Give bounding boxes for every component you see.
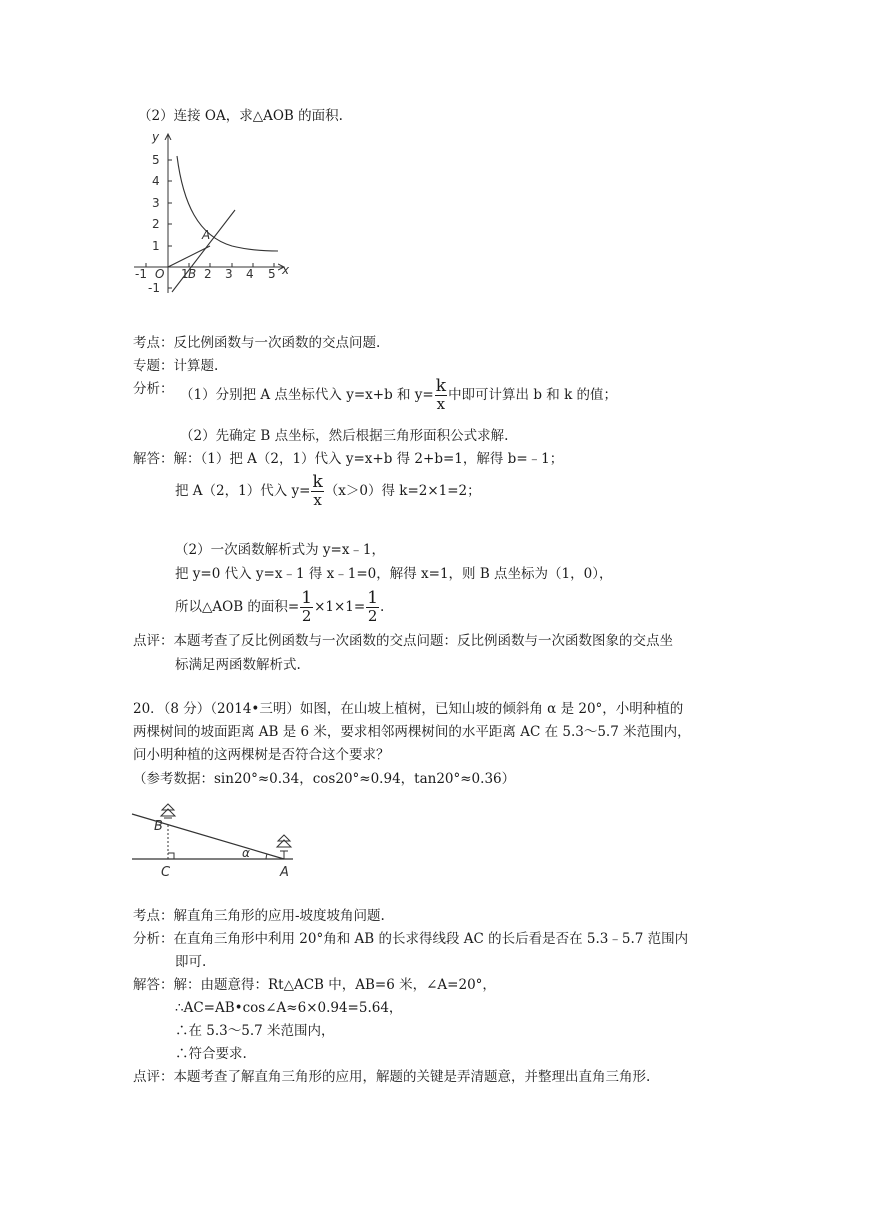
point-b-label: B bbox=[188, 267, 197, 281]
x-tick-label: 4 bbox=[246, 267, 254, 281]
point-a-label: A bbox=[202, 228, 211, 242]
x-axis-label: x bbox=[282, 263, 290, 277]
jieda3-20: ∴在 5.3～5.7 米范围内， bbox=[175, 1023, 335, 1039]
y-tick-label: 2 bbox=[152, 217, 160, 231]
jieda2-19: 把 A（2，1）代入 y= $\frac{k}{x}$ （x＞0）得 k=2×1=2； bbox=[175, 471, 481, 509]
alpha-label: α bbox=[242, 846, 250, 860]
jieda2-20: ∴AC=AB•cos∠A≈6×0.94=5.64， bbox=[175, 1000, 403, 1016]
fraction-one-half: $\frac{1}{2}$ bbox=[367, 587, 379, 625]
origin-label: O bbox=[155, 267, 165, 281]
x-tick-label: 1 bbox=[181, 267, 189, 281]
question20-line2: 两棵树间的坡面距离 AB 是 6 米，要求相邻两棵树间的水平距离 AC 在 5.3～5.7 米范围内， bbox=[133, 724, 691, 740]
fenxi2-19: （2）先确定 B 点坐标，然后根据三角形面积公式求解. bbox=[180, 428, 509, 444]
angle-arc bbox=[266, 854, 267, 859]
hyperbola-curve bbox=[177, 156, 278, 251]
kaodian-19: 考点：反比例函数与一次函数的交点问题. bbox=[133, 335, 381, 351]
fraction-k-over-x: $\frac{k}{x}$ bbox=[435, 375, 447, 413]
jieda5-19: 所以△AOB 的面积= $\frac{1}{2}$ ×1×1= $\frac{1}{2}$ . bbox=[175, 587, 385, 625]
jieda3-19: （2）一次函数解析式为 y=x﹣1， bbox=[175, 542, 386, 558]
tree-icon bbox=[277, 835, 291, 859]
fenxi-20: 分析：在直角三角形中利用 20°角和 AB 的长求得线段 AC 的长后看是否在 5.3﹣5.7 范围内 bbox=[133, 931, 689, 947]
dianping2-19: 标满足两函数解析式. bbox=[175, 657, 301, 673]
point-a-label: A bbox=[280, 865, 289, 880]
jieda4-19: 把 y=0 代入 y=x﹣1 得 x﹣1=0，解得 x=1，则 B 点坐标为（1，0）， bbox=[175, 566, 613, 582]
y-axis-label: y bbox=[152, 130, 160, 144]
y-tick-label: 1 bbox=[152, 239, 160, 253]
fenxi1-19: （1）分别把 A 点坐标代入 y=x+b 和 y= $\frac{k}{x}$ 中即可计算出 b 和 k 的值； bbox=[180, 375, 618, 413]
x-tick-label: 5 bbox=[268, 267, 276, 281]
x-tick-label: 2 bbox=[204, 267, 212, 281]
kaodian-20: 考点：解直角三角形的应用-坡度坡角问题. bbox=[133, 908, 385, 924]
jieda1-20: 解答：解：由题意得：Rt△ACB 中，AB=6 米，∠A=20°， bbox=[133, 977, 496, 993]
fraction-k-over-x: $\frac{k}{x}$ bbox=[312, 471, 323, 509]
fenxi2-20: 即可. bbox=[175, 954, 207, 970]
fenxi-label-19: 分析： bbox=[133, 381, 174, 397]
dianping-19: 点评：本题考查了反比例函数与一次函数的交点问题：反比例函数与一次函数图象的交点坐 bbox=[133, 633, 673, 649]
dianping-20: 点评：本题考查了解直角三角形的应用，解题的关键是弄清题意，并整理出直角三角形. bbox=[133, 1069, 651, 1085]
x-tick-label: 3 bbox=[225, 267, 233, 281]
slope-diagram bbox=[128, 796, 303, 882]
point-b-label: B bbox=[154, 819, 163, 834]
jieda1-19: 解答：解：（1）把 A（2，1）代入 y=x+b 得 2+b=1，解得 b=﹣1； bbox=[133, 451, 564, 467]
zhuanti-19: 专题：计算题. bbox=[133, 358, 219, 374]
fraction-one-half: $\frac{1}{2}$ bbox=[301, 587, 313, 625]
jieda4-20: ∴符合要求. bbox=[175, 1046, 247, 1062]
y-tick-label: 5 bbox=[152, 153, 160, 167]
question20-line1: 20．（8 分）（2014•三明）如图，在山坡上植树，已知山坡的倾斜角 α 是 20°，小明种植的 bbox=[133, 701, 684, 717]
question-part2: （2）连接 OA，求△AOB 的面积. bbox=[138, 108, 343, 124]
point-c-label: C bbox=[161, 865, 171, 880]
y-tick-label: 3 bbox=[152, 196, 160, 210]
function-graph bbox=[128, 128, 298, 300]
tree-icon bbox=[161, 804, 175, 818]
x-tick-label: -1 bbox=[135, 267, 147, 281]
y-tick-label: 4 bbox=[152, 174, 160, 188]
question20-line3: 问小明种植的这两棵树是否符合这个要求？ bbox=[133, 747, 390, 763]
question20-line4: （参考数据：sin20°≈0.34，cos20°≈0.94，tan20°≈0.36） bbox=[133, 771, 516, 787]
y-tick-label: -1 bbox=[148, 281, 160, 295]
